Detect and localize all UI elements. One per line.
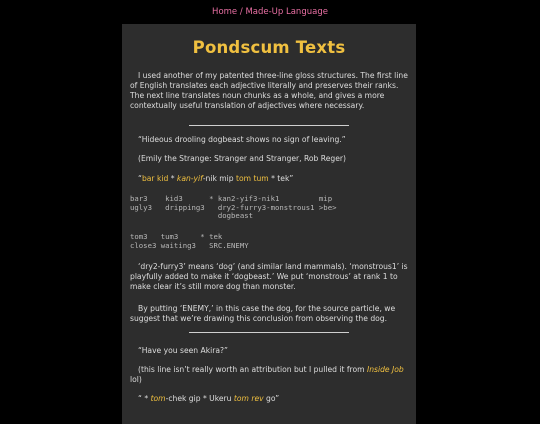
- gloss-line: [130, 174, 408, 184]
- gloss-mono-block-1: bar3 kid3 * kan2-yif3-nik1 mip ugly3 dripping3 dry2-furry3-monstrous1 >be> dogbeast: [130, 194, 337, 221]
- quote-text: “Hideous drooling dogbeast shows no sign of leaving.”: [138, 135, 346, 144]
- gloss2-word: tom: [150, 394, 166, 403]
- gloss-mono-block-2: tom3 tum3 * tek close3 waiting3 SRC.ENEMY: [130, 232, 249, 250]
- gloss-word: * tek”: [271, 174, 294, 183]
- page-title: Pondscum Texts: [192, 38, 346, 57]
- note-paragraph-2: By putting ‘ENEMY,’ in this case the dog, for the source particle, we suggest that we’re drawing this conclusion from observing the dog.: [130, 304, 396, 323]
- attribution-prefix: (this line isn’t really worth an attribution but I pulled it from: [138, 365, 367, 374]
- intro-paragraph: I used another of my patented three-line gloss structures. The first line of English translates each adjective literally and preserves their ranks. The next line translates noun chunks as a whole, and gives a more contextually useful translation of adjectives where necessary.: [130, 71, 408, 110]
- attribution-suffix: lol): [130, 375, 142, 384]
- divider: [189, 125, 349, 126]
- attribution-text: (Emily the Strange: Stranger and Stranger, Rob Reger): [138, 154, 346, 163]
- gloss2-part: go”: [263, 394, 280, 403]
- divider: [189, 332, 349, 333]
- breadcrumb: [0, 7, 540, 17]
- gloss-line-2: [130, 394, 408, 404]
- attribution-text-2: [130, 365, 408, 385]
- gloss-quote-open: “: [138, 174, 142, 183]
- gloss2-part: “ *: [138, 394, 151, 403]
- gloss2-word: tom rev: [233, 394, 264, 403]
- inside-job-link[interactable]: Inside Job: [366, 365, 404, 374]
- gloss-word: *: [170, 174, 175, 183]
- content-panel: [122, 24, 416, 424]
- gloss-word: tom tum: [236, 174, 269, 183]
- gloss-word: bar kid: [141, 174, 169, 183]
- gloss-word: -nik mip: [202, 174, 234, 183]
- gloss-word: kan-yif: [176, 174, 203, 183]
- quote-text-2: “Have you seen Akira?”: [138, 346, 228, 355]
- gloss2-part: -chek gip * Ukeru: [165, 394, 234, 403]
- note-paragraph-1: ‘dry2-furry3’ means ‘dog’ (and similar land mammals). ‘monstrous1’ is playfully added to make it ‘dogbeast.’ We put ‘monstrous’ at rank 1 to make clear it’s still more dog than monster.: [130, 262, 408, 291]
- breadcrumb-home-link[interactable]: Home: [212, 7, 238, 17]
- breadcrumb-separator: /: [239, 7, 243, 17]
- breadcrumb-current-link[interactable]: Made-Up Language: [245, 7, 328, 17]
